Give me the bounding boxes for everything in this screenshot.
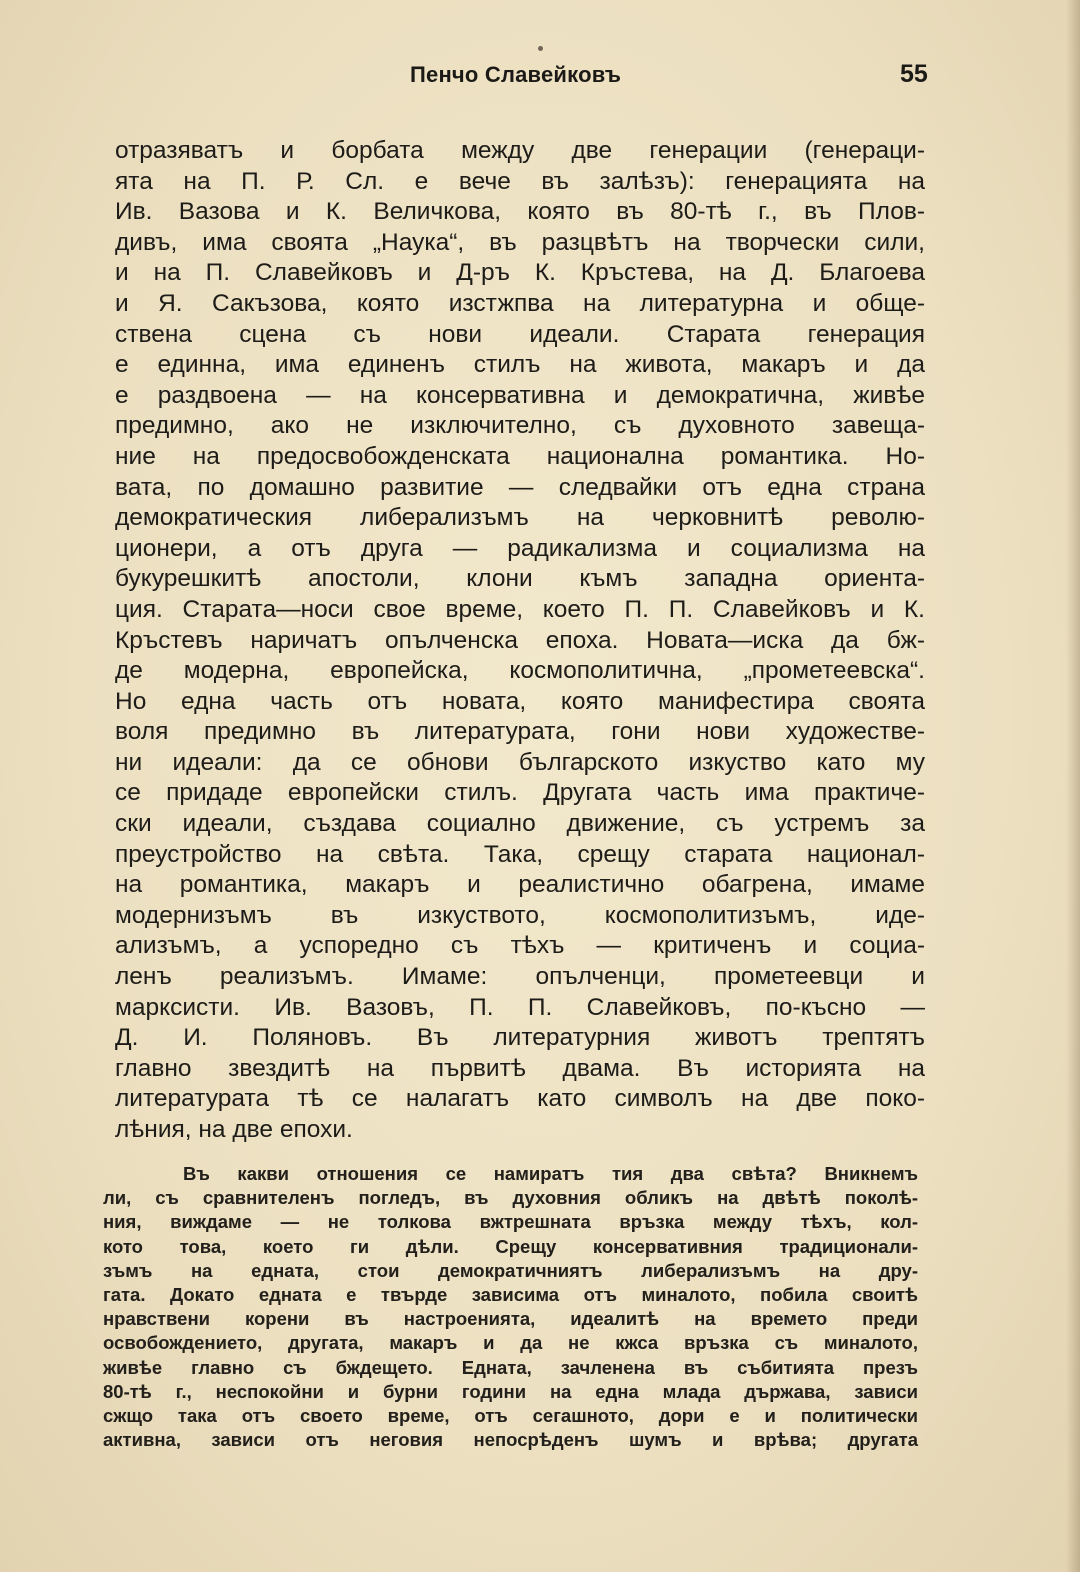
footnote-line: кото това, което ги дѣли. Срещу консервативния традиционали- [103,1235,918,1257]
text-line: вата, по домашно развитие — следвайки отъ една страна [115,473,925,501]
text-line: ция. Старата—носи свое време, което П. П. Славейковъ и К. [115,595,925,623]
text-line: Д. И. Поляновъ. Въ литературния животъ трептятъ [115,1024,925,1052]
text-line: модернизъмъ въ изкуството, космополитизъмъ, иде- [115,901,925,929]
main-text-block [115,136,925,1146]
footnote-line: активна, зависи отъ неговия непосрѣденъ шумъ и врѣва; другата [103,1429,918,1451]
text-line: демократическия либерализъмъ на черковнитѣ револю- [115,504,925,532]
page-edge-shadow [1066,0,1080,1572]
text-line: воля предимно въ литературата, гони нови художестве- [115,718,925,746]
text-line: е раздвоена — на консервативна и демократична, живѣе [115,381,925,409]
text-line: ционери, а отъ друга — радикализма и социализма на [115,534,925,562]
text-line: ние на предосвобожденската национална романтика. Но- [115,442,925,470]
text-line: отразяватъ и борбата между две генерации (генераци- [115,137,925,164]
text-line: е единна, има единенъ стилъ на живота, макаръ и да [115,351,925,379]
text-line: Но една часть отъ новата, която манифестира своята [115,687,925,715]
ink-speck [538,46,543,51]
text-line: ствена сцена съ нови идеали. Старата генерация [115,320,925,348]
running-head [0,58,1080,98]
text-line: де модерна, европейска, космополитична, „прометеевска“. [115,657,925,685]
footnote-block [103,1162,918,1452]
text-line: лѣния, на две епохи. [115,1116,353,1143]
footnote-line: гата. Докато едната е твърде зависима отъ миналото, побила своитѣ [103,1283,918,1305]
footnote-line: ния, виждаме — не толкова вжтрешната връзка между тѣхъ, кол- [103,1211,918,1233]
footnote-line: нравствени корени въ настроенията, идеалитѣ на времето преди [103,1308,918,1330]
text-line: и на П. Славейковъ и Д-ръ К. Кръстева, на Д. Благоева [115,259,925,287]
text-line: марксисти. Ив. Вазовъ, П. П. Славейковъ, по-късно — [115,993,925,1021]
text-line: и Я. Сакъзова, която изстжпва на литературна и обще- [115,289,925,317]
text-line: преустройство на свѣта. Така, срещу старата национал- [115,840,925,868]
footnote-line: живѣе главно съ бждещето. Едната, зачленена въ събитията презъ [103,1356,918,1378]
page-number: 55 [900,60,928,88]
text-line: ски идеали, създава социално движение, съ устремъ за [115,810,925,838]
text-line: Кръстевъ наричатъ опълченска епоха. Новата—иска да бж- [115,626,925,654]
footnote-line: зъмъ на едната, стои демократичниятъ либерализъмъ на дру- [103,1259,918,1281]
footnote-line: освобождението, другата, макаръ и да не кжса връзка съ миналото, [103,1332,918,1354]
text-line: букурешкитѣ апостоли, клони къмъ западна ориента- [115,565,925,593]
text-line: предимно, ако не изключително, съ духовното завеща- [115,412,925,440]
text-line: литературата тѣ се налагатъ като символъ на две поко- [115,1085,925,1113]
text-line: ята на П. Р. Сл. е вече въ залѣзъ): генерацията на [115,167,925,195]
text-line: ни идеали: да се обнови българското изкуство като му [115,748,925,776]
running-head-title: Пенчо Славейковъ [410,62,622,87]
text-line: се придаде европейски стилъ. Другата часть има практиче- [115,779,925,807]
text-line: ленъ реализъмъ. Имаме: опълченци, прометеевци и [115,963,925,991]
text-line: главно звездитѣ на първитѣ двама. Въ историята на [115,1054,925,1082]
footnote-line: сжщо така отъ своето време, отъ сегашното, дори е и политически [103,1404,918,1426]
text-line: на романтика, макаръ и реалистично обагрена, имаме [115,871,925,899]
text-line: дивъ, има своята „Наука“, въ разцвѣтъ на творчески сили, [115,228,925,256]
footnote-line: 80-тѣ г., неспокойни и бурни години на една млада държава, зависи [103,1380,918,1402]
footnote-line: ли, съ сравнителенъ погледъ, въ духовния обликъ на двѣтѣ поколѣ- [103,1187,918,1209]
footnote-line: Въ какви отношения се намиратъ тия два свѣта? Вникнемъ [183,1163,918,1184]
text-line: ализъмъ, а успоредно съ тѣхъ — критиченъ и социа- [115,932,925,960]
text-line: Ив. Вазова и К. Величкова, която въ 80-тѣ г., въ Плов- [115,198,925,226]
